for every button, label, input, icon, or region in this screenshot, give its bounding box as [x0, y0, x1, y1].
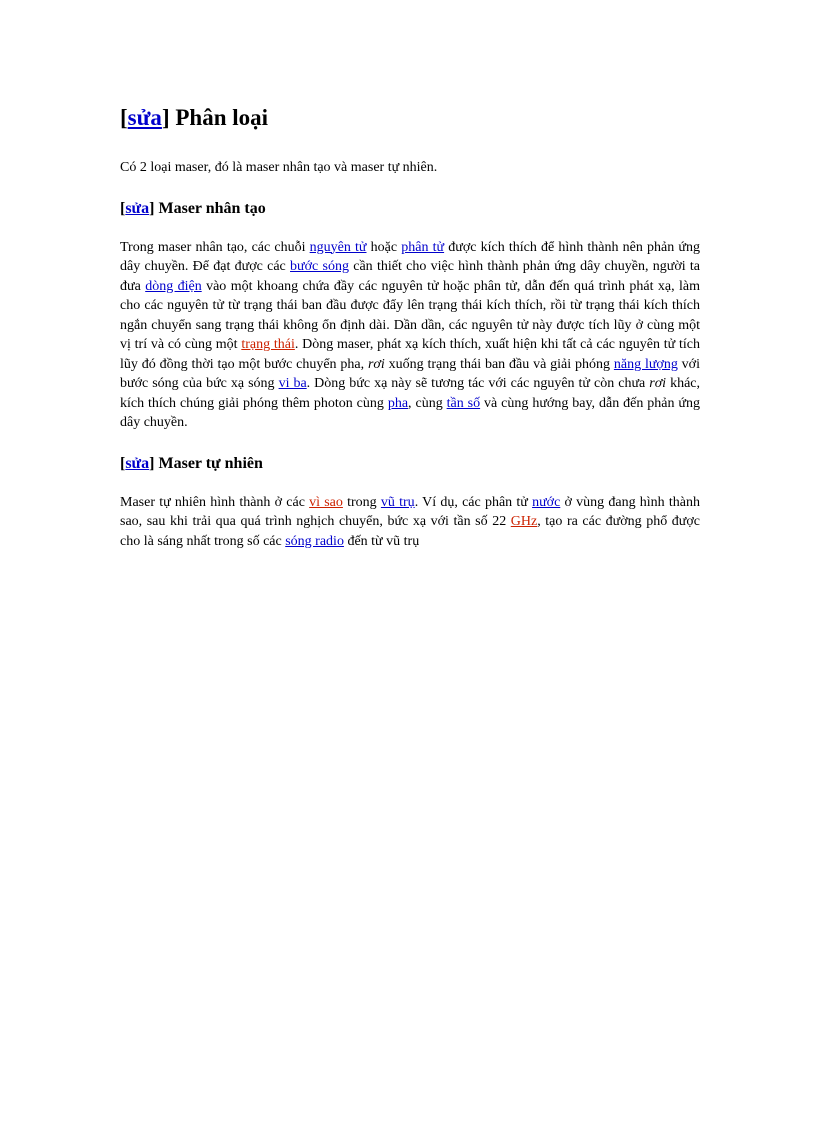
edit-link-maser-nhan-tao[interactable]: sửa [125, 199, 150, 217]
text-run: ở vùng đang hình thành sao, sau khi trải qua quá trình nghịch chuyển, bức xạ với tần số 22 [120, 494, 700, 529]
text-run: hoặc [366, 239, 402, 255]
italic-roi-2: rơi [649, 376, 667, 391]
italic-roi: rơi [367, 356, 385, 372]
heading-phan-loai-text: Phân loại [175, 105, 269, 130]
link-vu-tru[interactable]: vũ trụ [380, 494, 415, 510]
text-run: và cùng hướng bay, dẫn đến phản ứng dây chuyền. [120, 395, 700, 430]
text-run: , cùng [408, 395, 447, 411]
text-run: khác, kích thích chúng giải phóng thêm photon cùng [120, 376, 700, 411]
text-run: với bước sóng của bức xạ sóng [120, 356, 700, 391]
text-run: vào một khoang chứa đầy các nguyên tử hoặc phân tử, dẫn đến quá trình phát xạ, làm cho các nguyên tử từ trạng thái ban đầu được đẩy lên trạng thái kích thích, rồi từ trạng thái kích thích ngắn chuyển sang trạng thái không ổn định dài. Dần dần, các nguyên tử này được tích lũy ở cùng một vị trí và có cùng một [120, 278, 700, 352]
intro-paragraph: Có 2 loại maser, đó là maser nhân tạo và maser tự nhiên. [120, 160, 438, 175]
link-pha[interactable]: pha [387, 395, 409, 411]
artificial-maser-paragraph [120, 238, 700, 433]
heading-phan-loai: [sửa] Phân loại [120, 105, 269, 130]
text-run: Trong maser nhân tạo, các chuỗi [120, 239, 310, 255]
text-run: . Dòng bức xạ này sẽ tương tác với các nguyên tử còn chưa [306, 376, 650, 391]
text-run: trong [342, 494, 381, 510]
text-run: . Dòng maser, phát xạ kích thích, xuất hiện khi tất cả các nguyên tử tích lũy đó đồng thời tạo một bước chuyển pha, [120, 337, 700, 372]
edit-link-phan-loai[interactable]: sửa [127, 105, 162, 130]
link-vi-ba[interactable]: vi ba [278, 376, 307, 391]
natural-maser-paragraph [120, 493, 700, 552]
link-buoc-song[interactable]: bước sóng [290, 259, 349, 274]
link-vi-sao[interactable]: vì sao [309, 494, 343, 510]
link-phan-tu[interactable]: phân tử [401, 239, 445, 255]
link-nuoc[interactable]: nước [532, 494, 561, 510]
text-run: xuống trạng thái ban đầu và giải phóng [384, 356, 614, 372]
heading-maser-tu-nhien-text: Maser tự nhiên [158, 454, 263, 472]
text-run: cần thiết cho việc hình thành phản ứng dây chuyền, người ta đưa [120, 259, 701, 294]
text-run: được kích thích để hình thành nên phản ứng dây chuyền. Để đạt được các [120, 239, 700, 274]
link-ghz[interactable]: GHz [510, 514, 538, 529]
link-nang-luong[interactable]: năng lượng [613, 356, 678, 372]
link-song-radio[interactable]: sóng radio [285, 533, 344, 549]
text-run: . Ví dụ, các phân tử [414, 494, 533, 510]
link-dong-dien[interactable]: dòng điện [145, 278, 202, 294]
text-run: đến từ vũ trụ [343, 533, 420, 549]
text-run: , tạo ra các đường phổ được cho là sáng nhất trong số các [120, 514, 700, 549]
link-nguyen-tu[interactable]: nguyên tử [309, 239, 367, 255]
link-tan-so[interactable]: tần số [446, 395, 481, 411]
link-trang-thai[interactable]: trạng thái [241, 337, 295, 352]
heading-maser-nhan-tao: [sửa] Maser nhân tạo [120, 199, 266, 217]
text-run: Maser tự nhiên hình thành ở các [120, 494, 310, 510]
edit-link-maser-tu-nhien[interactable]: sửa [125, 454, 150, 472]
heading-maser-tu-nhien: [sửa] Maser tự nhiên [120, 454, 263, 472]
heading-maser-nhan-tao-text: Maser nhân tạo [158, 199, 266, 217]
article-content [120, 100, 700, 571]
